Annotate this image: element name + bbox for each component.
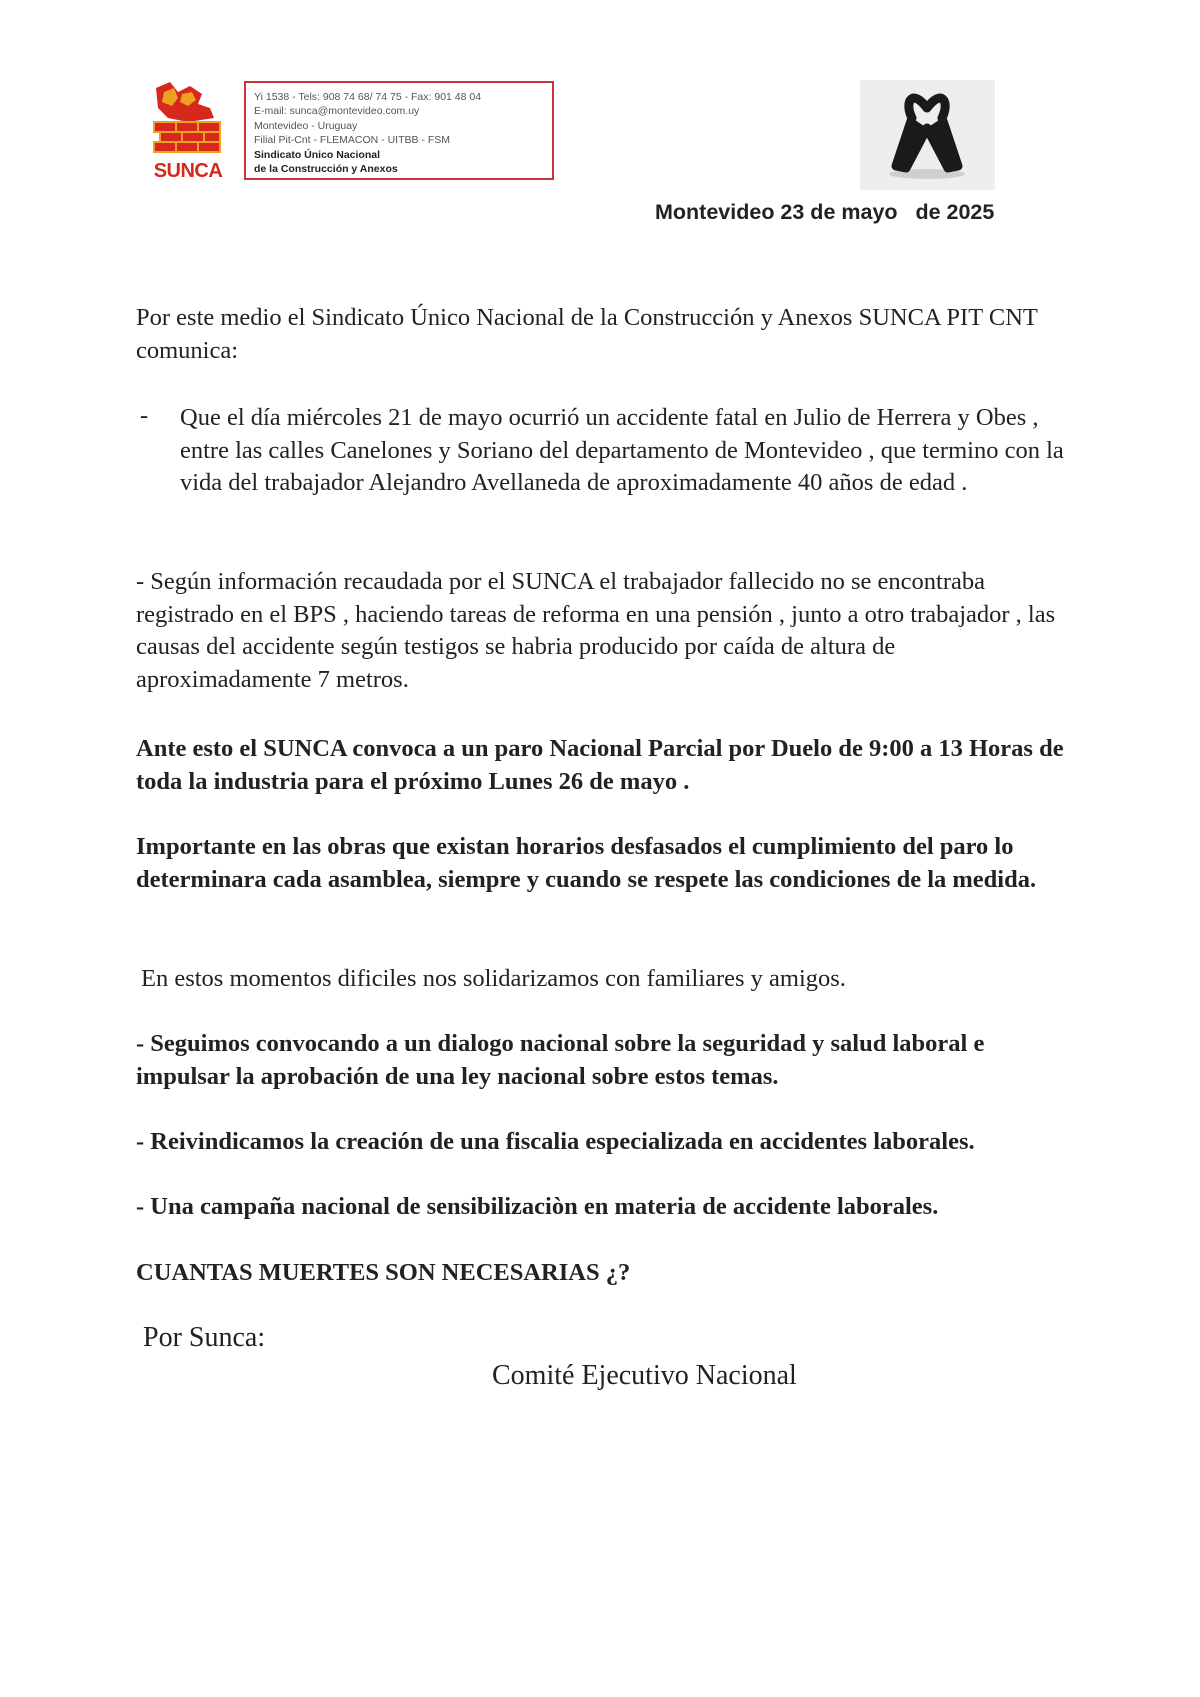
contact-city: Montevideo - Uruguay <box>254 119 358 132</box>
intro-paragraph: Por este medio el Sindicato Único Nacional de la Construcción y Anexos SUNCA PIT CNT comunica: <box>136 304 1038 364</box>
mourning-ribbon-icon <box>860 80 995 190</box>
paragraph-awareness-campaign: - Una campaña nacional de sensibilizaciòn en materia de accidente laborales. <box>136 1193 939 1220</box>
contact-address-phone: Yi 1538 - Tels: 908 74 68/ 74 75 - Fax: 901 48 04 <box>254 91 482 103</box>
document-date: Montevideo 23 de mayo de 2025 <box>655 200 995 224</box>
brick-wall-logo-icon <box>148 78 228 160</box>
closing-question: CUANTAS MUERTES SON NECESARIAS ¿? <box>136 1259 631 1286</box>
paragraph-national-dialogue: - Seguimos convocando a un dialogo nacional sobre la seguridad y salud laboral e impulsar la aprobación de una ley nacional sobre estos temas. <box>136 1030 985 1090</box>
paragraph-strike-call: Ante esto el SUNCA convoca a un paro Nacional Parcial por Duelo de 9:00 a 13 Horas de toda la industria para el próximo Lunes 26 de mayo . <box>136 735 1064 795</box>
paragraph-specialized-prosecutor: - Reivindicamos la creación de una fiscalia especializada en accidentes laborales. <box>136 1128 975 1155</box>
mourning-ribbon <box>860 80 995 190</box>
bullet-dash: - <box>140 402 149 429</box>
signature-por: Por Sunca: <box>143 1322 266 1353</box>
org-name-line-1: Sindicato Único Nacional <box>254 148 381 161</box>
contact-info-box <box>244 81 554 180</box>
org-name-line-2: de la Construcción y Anexos <box>254 163 398 176</box>
contact-affiliations: Filial Pit-Cnt - FLEMACON - UITBB - FSM <box>254 134 451 147</box>
paragraph-solidarity: En estos momentos dificiles nos solidarizamos con familiares y amigos. <box>141 965 846 992</box>
bullet-accident-description: Que el día miércoles 21 de mayo ocurrió un accidente fatal en Julio de Herrera y Obes , entre las calles Canelones y Soriano del departamento de Montevideo , que termino con la vida del trabajador Alejandro Avellaneda de aproximadamente 40 años de edad . <box>180 404 1064 496</box>
paragraph-important-note: Importante en las obras que existan horarios desfasados el cumplimiento del paro lo determinara cada asamblea, siempre y cuando se respete las condiciones de la medida. <box>136 833 1037 893</box>
sunca-logo <box>148 78 228 188</box>
logo-wordmark: SUNCA <box>153 160 223 182</box>
contact-email: E-mail: sunca@montevideo.com.uy <box>254 105 420 118</box>
paragraph-investigation: - Según información recaudada por el SUNCA el trabajador fallecido no se encontraba registrado en el BPS , haciendo tareas de reforma en una pensión , junto a otro trabajador , las causas del accidente según testigos se habria producido por caída de altura de aproximadamente 7 metros. <box>136 568 1056 693</box>
signature-committee: Comité Ejecutivo Nacional <box>492 1360 797 1391</box>
